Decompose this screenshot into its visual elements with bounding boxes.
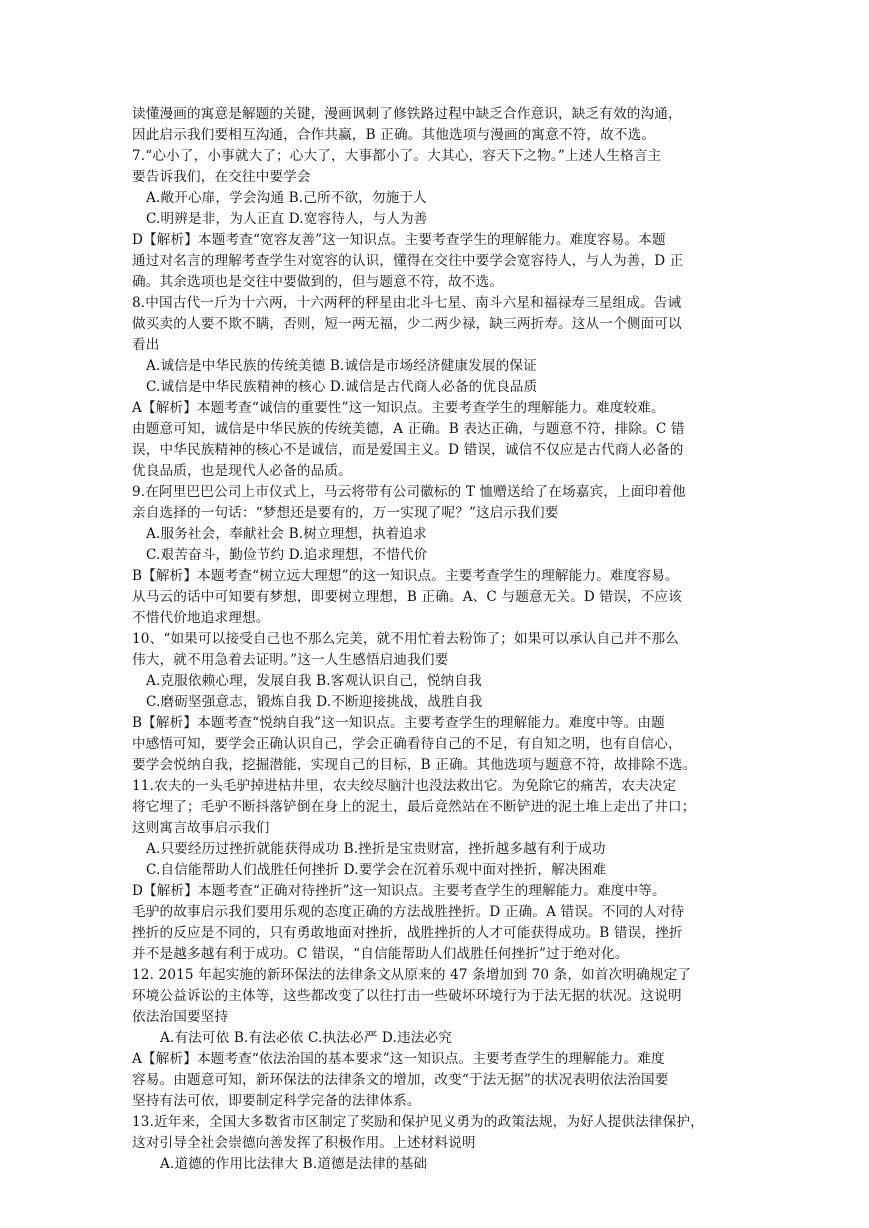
text-line: 7.“心小了，小事就大了；心大了，大事都小了。大其心，容天下之物。”上述人生格言主	[132, 148, 662, 164]
text-line: 误，中华民族精神的核心不是诚信，而是爱国主义。D 错误，诚信不仅应是古代商人必备的	[132, 442, 684, 458]
option-line: C.艰苦奋斗，勤俭节约 D.追求理想，不惜代价	[146, 547, 428, 563]
option-line: A.只要经历过挫折就能获得成功 B.挫折是宝贵财富，挫折越多越有利于成功	[146, 841, 606, 857]
text-line: 依法治国要坚持	[132, 1009, 229, 1025]
text-line: B【解析】本题考查“树立远大理想”的这一知识点。主要考查学生的理解能力。难度容易。	[132, 568, 679, 584]
text-line: 通过对名言的理解考查学生对宽容的认识，懂得在交往中要学会宽容待人，与人为善，D 正	[132, 253, 684, 269]
text-line: 伟大，就不用急着去证明。”这一人生感悟启迪我们要	[132, 652, 449, 668]
text-line: 要学会悦纳自我，挖掘潜能，实现自己的目标，B 正确。其他选项与题意不符，故排除不选。	[132, 757, 697, 773]
option-line: A.诚信是中华民族的传统美德 B.诚信是市场经济健康发展的保证	[146, 358, 537, 374]
text-line: D【解析】本题考查“宽容友善”这一知识点。主要考查学生的理解能力。难度容易。本题	[132, 232, 666, 248]
text-line: 从马云的话中可知要有梦想，即要树立理想，B 正确。A、C 与题意无关。D 错误，不应该	[132, 589, 682, 605]
text-line: 做买卖的人要不欺不瞒，否则，短一两无福，少二两少禄，缺三两折寿。这从一个侧面可以	[132, 316, 682, 332]
text-line: 这则寓言故事启示我们	[132, 820, 270, 836]
option-line: C.明辨是非，为人正直 D.宽容待人，与人为善	[146, 211, 428, 227]
text-line: 容易。由题意可知，新环保法的法律条文的增加，改变“于法无据”的状况表明依法治国要	[132, 1072, 669, 1088]
text-line: 挫折的反应是不同的，只有勇敢地面对挫折，战胜挫折的人才可能获得成功。B 错误，挫折	[132, 925, 683, 941]
text-line: 9.在阿里巴巴公司上市仪式上，马云将带有公司徽标的 T 恤赠送给了在场嘉宾，上面印着他	[132, 484, 686, 500]
option-line: A.克服依赖心理，发展自我 B.客观认识自己，悦纳自我	[146, 673, 482, 689]
option-line: A.有法可依 B.有法必依 C.执法必严 D.违法必究	[160, 1030, 452, 1046]
text-line: 看出	[132, 337, 160, 353]
text-line: A【解析】本题考查“依法治国的基本要求”这一知识点。主要考查学生的理解能力。难度	[132, 1051, 665, 1067]
text-line: 将它埋了；毛驴不断抖落铲倒在身上的泥土，最后竟然站在不断铲进的泥土堆上走出了井口；	[132, 799, 696, 815]
text-line: 优良品质，也是现代人必备的品质。	[132, 463, 352, 479]
text-line: B【解析】本题考查“悦纳自我”这一知识点。主要考查学生的理解能力。难度中等。由题	[132, 715, 665, 731]
text-line: 12. 2015 年起实施的新环保法的法律条文从原来的 47 条增加到 70 条，如首次明确规定了	[132, 967, 692, 983]
text-line: 由题意可知，诚信是中华民族的传统美德，A 正确。B 表达正确，与题意不符，排除。C 错	[132, 421, 685, 437]
text-line: 毛驴的故事启示我们要用乐观的态度正确的方法战胜挫折。D 正确。A 错误。不同的人对待	[132, 904, 685, 920]
text-line: 要告诉我们，在交往中要学会	[132, 169, 311, 185]
text-line: 8.中国古代一斤为十六两，十六两秤的秤星由北斗七星、南斗六星和福禄寿三星组成。告诫	[132, 295, 682, 311]
text-line: 亲自选择的一句话：“梦想还是要有的，万一实现了呢？”这启示我们要	[132, 505, 559, 521]
text-line: 确。其余选项也是交往中要做到的，但与题意不符，故不选。	[132, 274, 504, 290]
option-line: A.道德的作用比法律大 B.道德是法律的基础	[160, 1156, 428, 1172]
text-line: D【解析】本题考查“正确对待挫折”这一知识点。主要考查学生的理解能力。难度中等。	[132, 883, 666, 899]
text-line: 读懂漫画的寓意是解题的关键，漫画讽刺了修铁路过程中缺乏合作意识，缺乏有效的沟通，	[132, 106, 682, 122]
text-line: A【解析】本题考查“诚信的重要性”这一知识点。主要考查学生的理解能力。难度较难。	[132, 400, 665, 416]
text-line: 这对引导全社会崇德向善发挥了积极作用。上述材料说明	[132, 1135, 476, 1151]
option-line: C.自信能帮助人们战胜任何挫折 D.要学会在沉着乐观中面对挫折，解决困难	[146, 862, 607, 878]
text-line: 环境公益诉讼的主体等，这些都改变了以往打击一些破坏环境行为于法无据的状况。这说明	[132, 988, 682, 1004]
text-line: 不惜代价地追求理想。	[132, 610, 270, 626]
document-page	[132, 104, 737, 1175]
option-line: C.诚信是中华民族精神的核心 D.诚信是古代商人必备的优良品质	[146, 379, 538, 395]
text-line: 13.近年来，全国大多数省市区制定了奖励和保护见义勇为的政策法规，为好人提供法律保护，	[132, 1114, 704, 1130]
text-line: 并不是越多越有利于成功。C 错误，“自信能帮助人们战胜任何挫折”过于绝对化。	[132, 946, 629, 962]
text-line: 11.农夫的一头毛驴掉进枯井里，农夫绞尽脑汁也没法救出它。为免除它的痛苦，农夫决定	[132, 778, 677, 794]
text-line: 中感悟可知，要学会正确认识自己，学会正确看待自己的不足，有自知之明，也有自信心，	[132, 736, 682, 752]
option-line: C.磨砺坚强意志，锻炼自我 D.不断迎接挑战，战胜自我	[146, 694, 483, 710]
text-line: 坚持有法可依，即要制定科学完备的法律体系。	[132, 1093, 421, 1109]
option-line: A.服务社会，奉献社会 B.树立理想，执着追求	[146, 526, 427, 542]
option-line: A.敞开心扉，学会沟通 B.己所不欲，勿施于人	[146, 190, 427, 206]
text-line: 因此启示我们要相互沟通，合作共赢，B 正确。其他选项与漫画的寓意不符，故不选。	[132, 127, 656, 143]
text-line: 10、“如果可以接受自己也不那么完美，就不用忙着去粉饰了；如果可以承认自己并不那么	[132, 631, 679, 647]
